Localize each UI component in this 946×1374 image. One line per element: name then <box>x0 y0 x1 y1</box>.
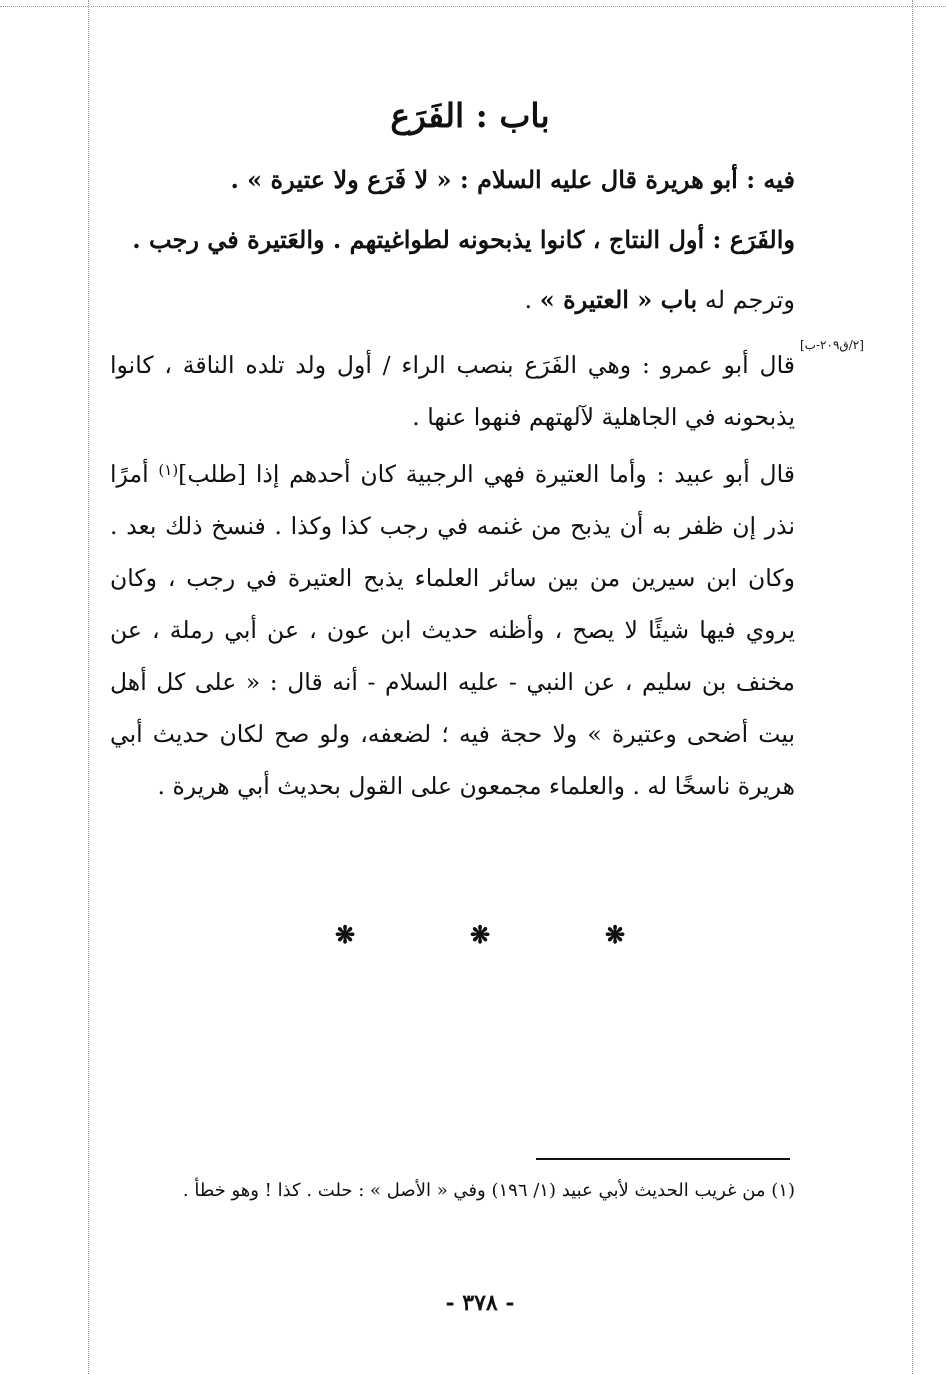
paragraph-abu-ubaid-start: قال أبو عبيد : وأما العتيرة فهي الرجبية كان أحدهم إذا [طلب] <box>178 460 795 488</box>
section-divider-stars <box>330 920 630 960</box>
intro-line-3-bold: باب « العتيرة » <box>539 285 698 314</box>
intro-line-3 <box>110 280 795 320</box>
footnote-reference: (١) <box>158 461 179 479</box>
footnote: (١) من غريب الحديث لأبي عبيد (١/ ١٩٦) وفي « الأصل » : حلت . كذا ! وهو خطأ . <box>182 1180 795 1201</box>
intro-line-3-suffix: . <box>524 286 540 314</box>
intro-line-3-prefix: وترجم له <box>697 286 795 314</box>
page-number: - ٣٧٨ - <box>445 1290 515 1316</box>
paragraph-abu-amr: قال أبو عمرو : وهي الفَرَع بنصب الراء / أول ولد تلده الناقة ، كانوا يذبحونه في الجاهلية لآلهتهم فنهوا عنها . <box>110 351 795 431</box>
paragraph-abu-ubaid-rest: أمرًا نذر إن ظفر به أن يذبح من غنمه في رجب كذا وكذا . فنسخ ذلك بعد . وكان ابن سيرين من بين سائر العلماء يذبح العتيرة في رجب ، وكان يروي فيها شيئًا لا يصح ، وأظنه حديث ابن عون ، عن أبي رملة ، عن مخنف بن سليم ، عن النبي - عليه السلام - أنه قال : « على كل أهل بيت أضحى وعتيرة » ولا حجة فيه ؛ لضعفه، ولو صح لكان حديث أبي هريرة ناسخًا له . والعلماء مجمعون على القول بحديث أبي هريرة . <box>110 460 795 800</box>
scan-border-right <box>912 0 913 1374</box>
star-ornament-icon: ❋ <box>604 920 626 949</box>
star-ornament-icon: ❋ <box>469 920 491 949</box>
footnote-rule <box>536 1158 790 1160</box>
scan-border-top <box>0 6 946 7</box>
star-ornament-icon: ❋ <box>334 920 356 949</box>
scan-border-left <box>88 0 89 1374</box>
paragraph-abu-ubaid <box>110 448 795 812</box>
intro-line-1: فيه : أبو هريرة قال عليه السلام : « لا فَرَع ولا عتيرة » . <box>230 165 795 194</box>
chapter-heading: باب : الفَرَع <box>390 96 550 135</box>
manuscript-margin-note: [٢/ق٢٠٩-ب] <box>800 338 864 352</box>
intro-line-2: والفَرَع : أول النتاج ، كانوا يذبحونه لطواغيتهم . والعَتيرة في رجب . <box>132 225 795 254</box>
